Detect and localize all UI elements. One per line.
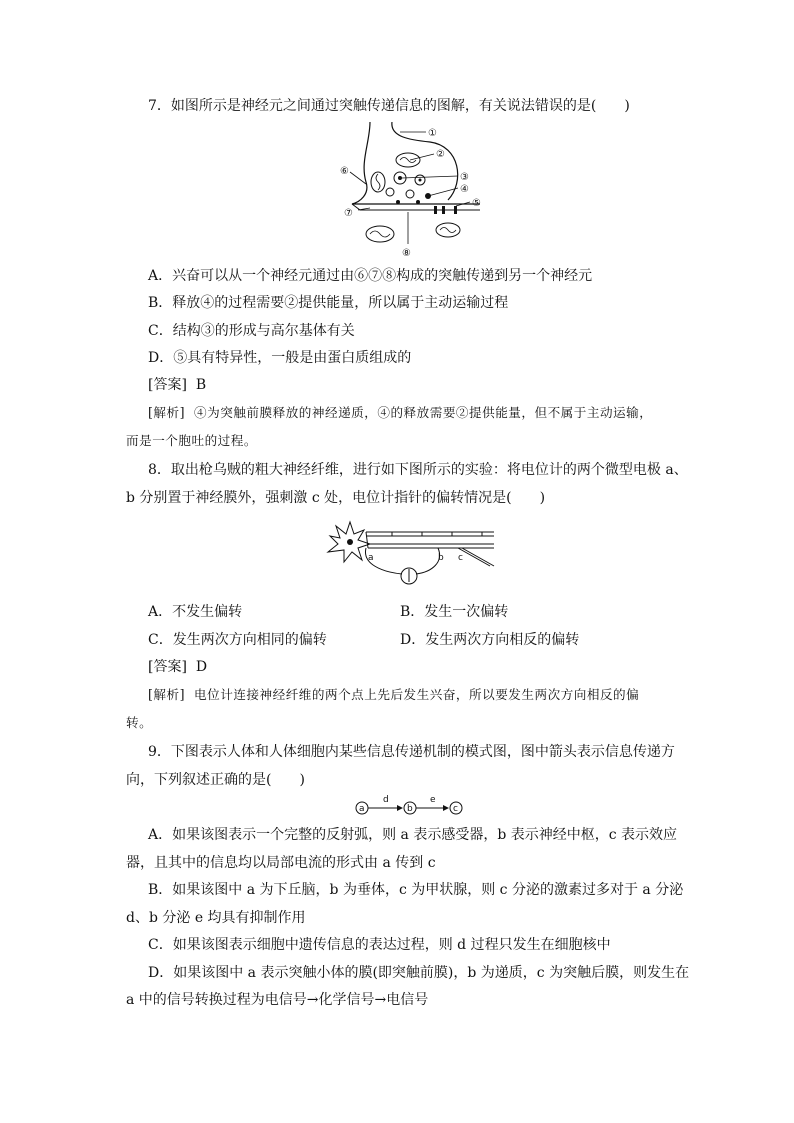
- q9-edge-e: e: [430, 795, 436, 805]
- q7-label-6: ⑥: [340, 166, 349, 177]
- q7-option-d: D．⑤具有特异性，一般是由蛋白质组成的: [148, 350, 412, 366]
- q8-option-d: D．发生两次方向相反的偏转: [400, 632, 580, 648]
- q7-synapse-figure: [330, 122, 500, 262]
- q9-flow-figure: [352, 794, 468, 818]
- q8-label-b: b: [438, 553, 444, 563]
- q8-analysis-line-1: [解析] 电位计连接神经纤维的两个点上先后发生兴奋，所以要发生两次方向相反的偏: [148, 687, 640, 702]
- q8-answer: [148, 658, 207, 676]
- q9-option-c: C．如果该图表示细胞中遗传信息的表达过程，则 d 过程只发生在细胞核中: [148, 937, 611, 953]
- q7-label-8: ⑧: [402, 248, 411, 259]
- analysis-tag: [解析]: [148, 687, 186, 702]
- q9-option-b-line-2: d、b 分泌 e 均具有抑制作用: [126, 910, 306, 926]
- answer-tag: [答案]: [148, 377, 187, 393]
- q8-analysis-line-2: 转。: [126, 715, 153, 730]
- q7-analysis-line-1: [解析] ④为突触前膜释放的神经递质，④的释放需要②提供能量，但不属于主动运输，: [148, 405, 653, 420]
- q8-option-c: C．发生两次方向相同的偏转: [148, 632, 327, 648]
- q9-node-a: a: [359, 804, 365, 814]
- q7-analysis-line-2: 而是一个胞吐的过程。: [126, 433, 257, 448]
- q7-label-4: ④: [460, 184, 469, 195]
- q7-label-7: ⑦: [344, 208, 353, 219]
- q9-stem-line-2: 向，下列叙述正确的是( ): [126, 772, 305, 788]
- q9-stem-line-1: 9．下图表示人体和人体细胞内某些信息传递机制的模式图，图中箭头表示信息传递方: [148, 744, 675, 760]
- q7-option-c: C．结构③的形成与高尔基体有关: [148, 323, 355, 339]
- q9-option-d-line-2: a 中的信号转换过程为电信号→化学信号→电信号: [126, 992, 429, 1008]
- q9-option-a-line-1: A．如果该图表示一个完整的反射弧，则 a 表示感受器，b 表示神经中枢，c 表示效应: [148, 827, 678, 843]
- q7-label-3: ③: [460, 172, 469, 183]
- q9-option-d-line-1: D．如果该图中 a 表示突触小体的膜(即突触前膜)，b 为递质，c 为突触后膜，则发生在: [148, 965, 690, 981]
- q9-edge-d: d: [383, 795, 389, 805]
- q8-nerve-fiber-figure: [322, 514, 502, 594]
- q8-label-c: c: [458, 553, 463, 563]
- q8-option-a: A．不发生偏转: [148, 604, 243, 620]
- q9-node-c: c: [453, 804, 458, 814]
- q9-option-a-line-2: 器，且其中的信息均以局部电流的形式由 a 传到 c: [126, 855, 436, 871]
- answer-tag: [答案]: [148, 659, 187, 675]
- q7-option-b: B．释放④的过程需要②提供能量，所以属于主动运输过程: [148, 295, 509, 311]
- answer-value: B: [195, 377, 207, 393]
- q7-label-2: ②: [436, 149, 445, 160]
- analysis-tag: [解析]: [148, 405, 186, 420]
- q8-option-b: B．发生一次偏转: [400, 604, 509, 620]
- q7-label-1: ①: [428, 128, 437, 139]
- q7-label-5: ⑤: [472, 198, 481, 209]
- q7-stem: 7．如图所示是神经元之间通过突触传递信息的图解，有关说法错误的是( ): [148, 98, 630, 114]
- q9-node-b: b: [407, 804, 413, 814]
- q7-option-a: A．兴奋可以从一个神经元通过由⑥⑦⑧构成的突触传递到另一个神经元: [148, 268, 593, 284]
- q8-stem-line-1: 8．取出枪乌贼的粗大神经纤维，进行如下图所示的实验：将电位计的两个微型电极 a、: [148, 462, 688, 478]
- answer-value: D: [195, 659, 208, 675]
- q9-option-b-line-1: B．如果该图中 a 为下丘脑，b 为垂体，c 为甲状腺，则 c 分泌的激素过多对于 a 分泌: [148, 882, 684, 898]
- q8-stem-line-2: b 分别置于神经膜外，强刺激 c 处，电位计指针的偏转情况是( ): [126, 490, 546, 506]
- q8-label-a: a: [368, 553, 374, 563]
- q7-answer: [148, 376, 206, 394]
